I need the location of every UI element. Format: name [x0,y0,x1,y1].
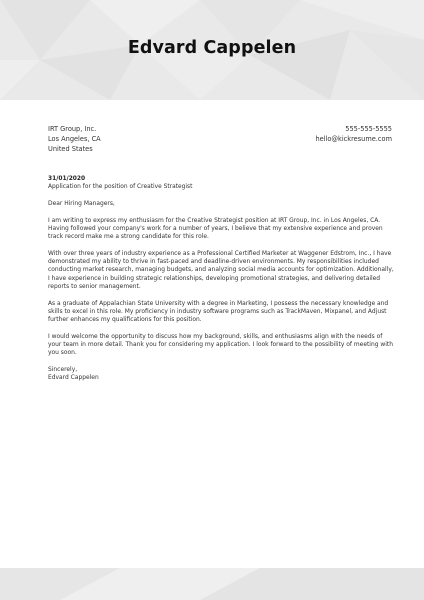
letter-body [48,200,394,383]
contact-email: hello@kickresume.com [315,135,392,143]
recipient-country: United States [48,145,93,153]
recipient-company: IRT Group, Inc. [48,125,97,133]
letter-subject: Application for the position of Creative Strategist [48,184,193,190]
signature: Edvard Cappelen [48,374,99,382]
closing-block [48,366,394,383]
footer-banner [0,568,424,600]
closing: Sincerely, [48,365,78,373]
recipient-city: Los Angeles, CA [48,135,101,143]
contact-phone: 555-555-5555 [345,125,392,133]
header-banner [0,0,424,100]
body-paragraph: I would welcome the opportunity to discuss how my background, skills, and enthusiasms align with the needs of your team in more detail. Thank you for considering my application. I look forward to the possibility of meeting with you soon. [48,332,393,357]
body-paragraph: I am writing to express my enthusiasm for the Creative Strategist position at IRT Group, Inc. in Los Angeles, CA. Having followed your company's work for a number of years, I believe that my extensive experience and proven track record make me a strong candidate for this role. [48,216,383,241]
greeting: Dear Hiring Managers, [48,200,115,207]
contact-info [315,124,392,144]
letter-date: 31/01/2020 [48,176,86,182]
applicant-name: Edvard Cappelen [127,38,297,58]
body-paragraph: With over three years of industry experience as a Professional Certified Marketer at Waggener Edstrom, Inc., I have demonstrated my ability to thrive in fast-paced and deadline-driven environments. My responsibilities included conducting market research, managing budgets, and analyzing social media accounts for optimization. Additionally, I have experience in building strategic relationships, developing promotional strategies, and delivering detailed reports to senior management. [48,249,394,290]
recipient-address [48,124,101,154]
body-paragraph: As a graduate of Appalachian State University with a degree in Marketing, I possess the necessary knowledge and skills to excel in this role. My proficiency in industry software programs such as TrackMaven, Mixpanel, and Adjust further enhances my qualifications for this position. [48,299,389,324]
geometric-background [0,568,424,600]
